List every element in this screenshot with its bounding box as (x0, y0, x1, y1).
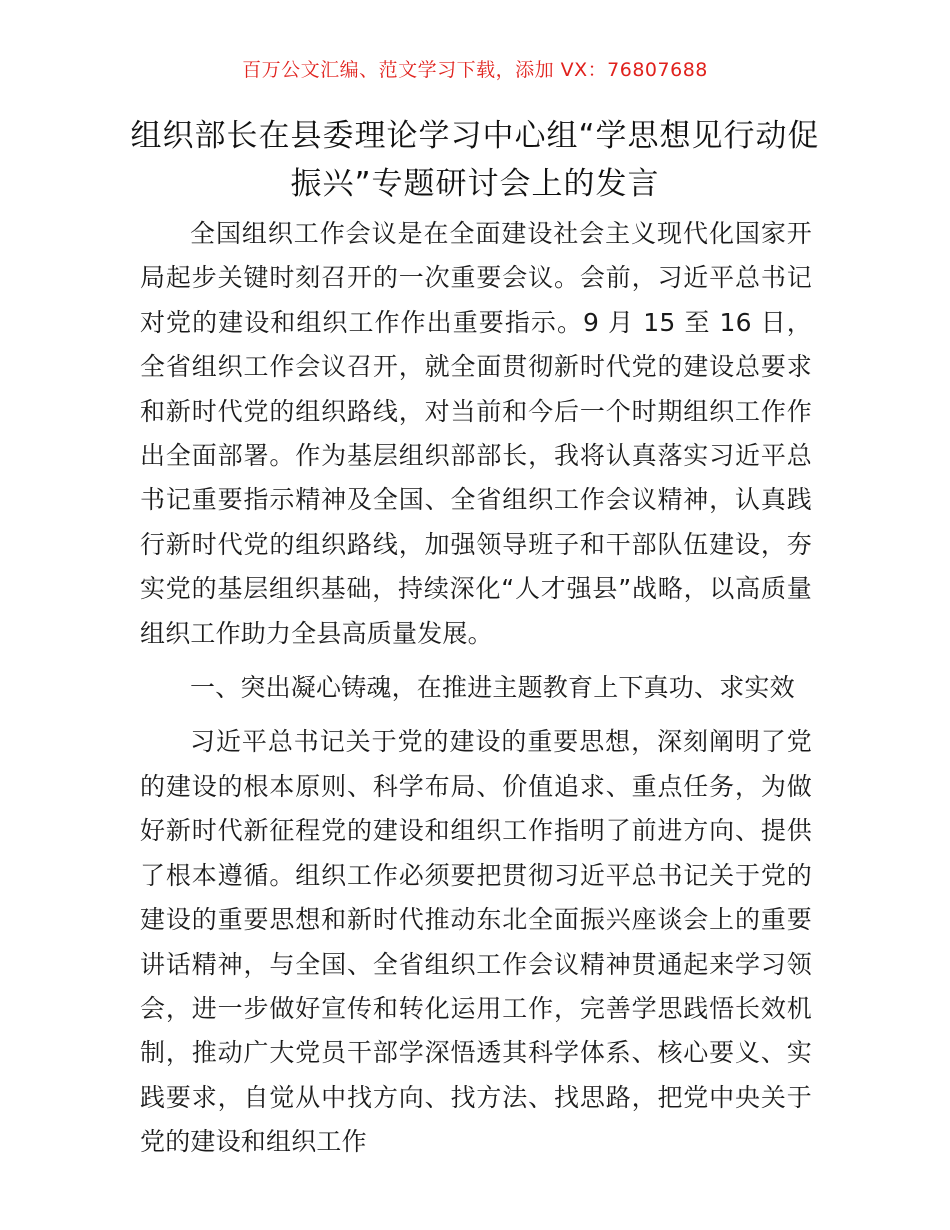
paragraph-intro: 全国组织工作会议是在全面建设社会主义现代化国家开局起步关键时刻召开的一次重要会议。会前，习近平总书记对党的建设和组织工作作出重要指示。9 月 15 至 16 日，全省组织工作会议召开，就全面贯彻新时代党的建设总要求和新时代党的组织路线，对当前和今后一个时期组织工作作出全面部署。作为基层组织部部长，我将认真落实习近平总书记重要指示精神及全国、全省组织工作会议精神，认真践行新时代党的组织路线，加强领导班子和干部队伍建设，夯实党的基层组织基础，持续深化“人才强县”战略，以高质量组织工作助力全县高质量发展。 (140, 219, 812, 648)
document-title: 组织部长在县委理论学习中心组“学思想见行动促振兴”专题研讨会上的发言 (130, 118, 820, 202)
paragraph-section-1: 习近平总书记关于党的建设的重要思想，深刻阐明了党的建设的根本原则、科学布局、价值追求、重点任务，为做好新时代新征程党的建设和组织工作指明了前进方向、提供了根本遵循。组织工作必须要把贯彻习近平总书记关于党的建设的重要思想和新时代推动东北全面振兴座谈会上的重要讲话精神，与全国、全省组织工作会议精神贯通起来学习领会，进一步做好宣传和转化运用工作，完善学思践悟长效机制，推动广大党员干部学深悟透其科学体系、核心要义、实践要求，自觉从中找方向、找方法、找思路，把党中央关于党的建设和组织工作 (140, 727, 812, 1157)
section-heading-1: 一、突出凝心铸魂，在推进主题教育上下真功、求实效 (190, 673, 795, 703)
document-body (140, 212, 812, 1175)
header-banner: 百万公文汇编、范文学习下载，添加 VX：76807688 (242, 59, 708, 81)
